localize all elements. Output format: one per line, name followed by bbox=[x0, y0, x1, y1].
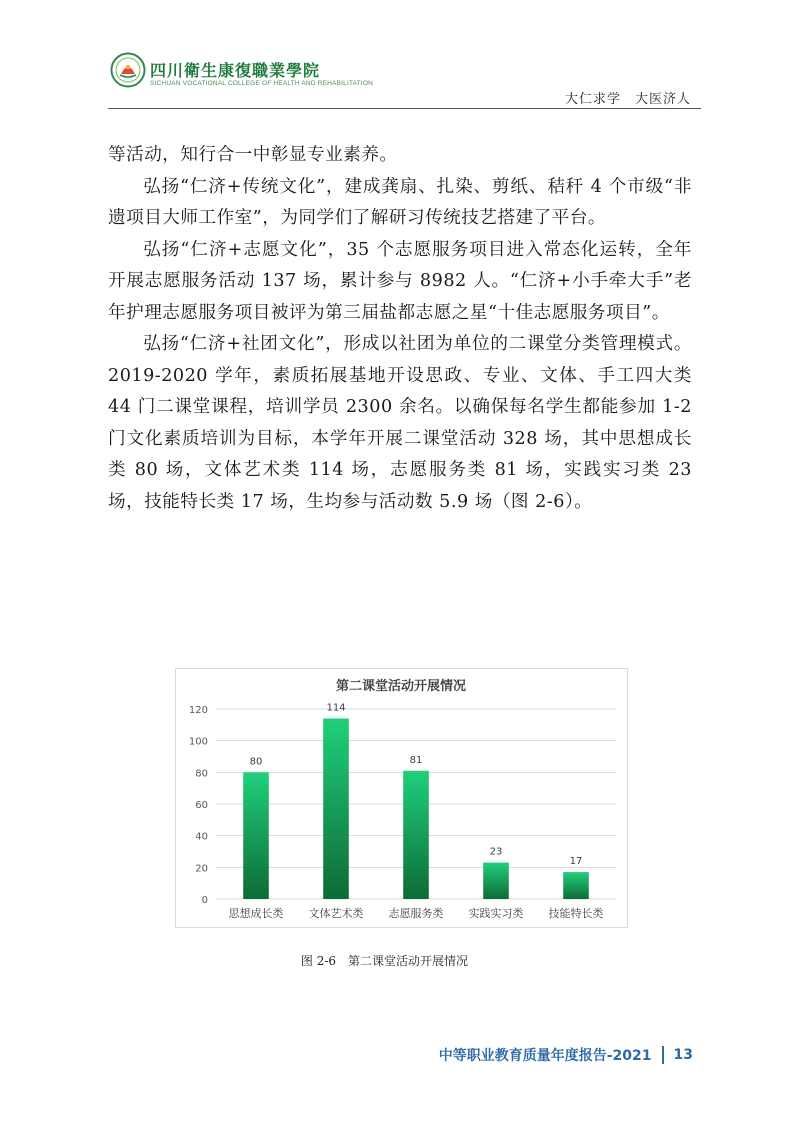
page-footer bbox=[439, 1045, 693, 1065]
paragraph-1: 等活动，知行合一中彰显专业素养。 bbox=[108, 145, 398, 165]
bar bbox=[403, 771, 429, 899]
y-tick-label: 40 bbox=[195, 831, 208, 843]
data-label: 23 bbox=[489, 846, 503, 858]
bar bbox=[483, 863, 509, 899]
chart-title: 第二课堂活动开展情况 bbox=[335, 679, 467, 694]
footer-divider bbox=[662, 1046, 664, 1064]
y-tick-label: 0 bbox=[201, 895, 208, 906]
chart-canvas bbox=[176, 669, 627, 927]
x-tick-label: 实践实习类 bbox=[468, 907, 524, 920]
body-text bbox=[108, 140, 692, 518]
y-tick-label: 120 bbox=[188, 705, 208, 716]
data-label: 80 bbox=[249, 756, 263, 768]
x-tick-label: 技能特长类 bbox=[548, 907, 604, 920]
report-title: 中等职业教育质量年度报告-2021 bbox=[438, 1048, 652, 1064]
bar-chart bbox=[175, 668, 628, 928]
y-tick-label: 100 bbox=[188, 736, 208, 748]
school-name-cn: 四川衛生康復職業學院 bbox=[150, 61, 321, 80]
paragraph-2: 弘扬“仁济+传统文化”，建成龚扇、扎染、剪纸、秸秆 4 个市级“非遗项目大师工作室”，为同学们了解研习传统技艺搭建了平台。 bbox=[108, 176, 692, 228]
paragraph-4: 弘扬“仁济+社团文化”，形成以社团为单位的二课堂分类管理模式。2019-2020 学年，素质拓展基地开设思政、专业、文体、手工四大类 44 门二课堂课程，培训学员 2300 余名。以确保每名学生都能参加 1-2 门文化素质培训为目标，本学年开展二课堂活动 328 场，其中思想成长类 80 场，文体艺术类 114 场，志愿服务类 81 场，实践实习类 23 场，技能特长类 17 场，生均参与活动数 5.9 场（图 2-6）。 bbox=[108, 334, 692, 512]
bar bbox=[323, 719, 349, 900]
y-tick-label: 80 bbox=[195, 768, 208, 780]
x-tick-label: 志愿服务类 bbox=[388, 907, 444, 920]
y-tick-label: 60 bbox=[195, 800, 208, 811]
page-number: 13 bbox=[673, 1047, 693, 1063]
school-emblem-icon bbox=[110, 52, 146, 88]
x-tick-label: 文体艺术类 bbox=[308, 907, 364, 920]
data-label: 81 bbox=[409, 754, 423, 766]
data-label: 114 bbox=[326, 702, 346, 714]
data-label: 17 bbox=[569, 856, 583, 868]
bar bbox=[563, 872, 589, 899]
y-tick-label: 20 bbox=[195, 863, 208, 875]
figure-caption: 图 2-6 第二课堂活动开展情况 bbox=[300, 954, 469, 968]
school-motto: 大仁求学 大医济人 bbox=[564, 92, 691, 107]
header-divider bbox=[108, 108, 701, 109]
school-name-en: SICHUAN VOCATIONAL COLLEGE OF HEALTH AND REHABILITATION bbox=[150, 80, 374, 87]
page-header bbox=[0, 0, 793, 112]
x-tick-label: 思想成长类 bbox=[228, 907, 284, 920]
paragraph-3: 弘扬“仁济+志愿文化”，35 个志愿服务项目进入常态化运转，全年开展志愿服务活动 137 场，累计参与 8982 人。“仁济+小手牵大手”老年护理志愿服务项目被评为第三届盐都志愿之星“十佳志愿服务项目”。 bbox=[108, 239, 692, 323]
bar bbox=[243, 772, 269, 899]
